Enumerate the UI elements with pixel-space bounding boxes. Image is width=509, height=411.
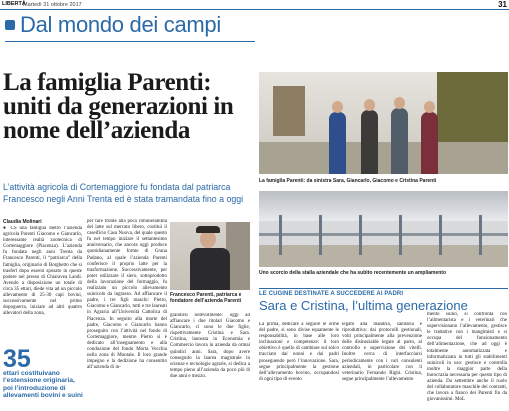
headline: La famiglia Parenti: uniti da generazioni in nome dell’azienda	[3, 69, 234, 144]
portrait-photo	[170, 222, 250, 290]
article-column-1: ● CS una famiglia dietro l’azienda agricola Parenti Giacomo e Giancarlo, interessante realtà zootecnica di Cortemaggiore (Piacenza). L’azienda fu fondata negli anni Trenta da Francesco Parenti, il “patriarca” della famiglia, originario di Borghetto che si trasferì dopo essersi sposato in queste podere nel presso di Chiaravea Landi. Avendo a disposizione un totale di circa 35 ettari, diede vita ad un piccolo allevamento di 25-30 capi bovini, successivamente nel primo dopoguerra, iniziare ad altri quattro allevatori della zona,	[3, 226, 82, 317]
sidebar-kicker: LE CUGINE DESTINATE A SUCCEDERE AI PADRI	[259, 291, 404, 297]
family-photo	[259, 72, 508, 174]
barn-photo-caption: Uno scorcio della stalla aziendale che ha subito recentemente un ampliamento	[259, 270, 446, 276]
stat-number: 35	[3, 345, 31, 373]
section-header	[5, 13, 221, 37]
newspaper-name: LIBERTÀ	[2, 1, 26, 7]
barn-photo	[259, 191, 508, 267]
family-photo-caption: La famiglia Parenti: da sinistra Sara, Giancarlo, Giacomo e Cristina Parenti	[259, 178, 437, 184]
issue-date: Martedì 31 ottobre 2017	[23, 1, 82, 8]
top-bar	[0, 0, 509, 10]
byline: Claudia Molinari	[3, 219, 42, 225]
sidebar-column-2: legato alla mandria, sanitaria e riproduttiva: dai protocolli gestionali, volti principalmente alla prevenzione delle disinezialde legate al parto, al controllo e supervisione dei vitelli. Inoltre cerca di interfacciarsi periodicamente con i vari consulenti aziendali, in particolare con il veterinario Fernando Righi. Cristina, segue principalmente l’allevamento	[342, 322, 422, 382]
portrait-caption: Francesco Parenti, patriarca e fondatore dell’azienda Parenti	[170, 292, 242, 304]
section-marker-icon	[5, 20, 15, 30]
article-column-2: per fare fronte alla poca rimunerabilità del latte sul mercato libero, costituì il caseificio Casa Nuova, del quale questo fu nel tempo iniziare il settantesimo anniversario, che ancora oggi produce quotidianamente forme di Grana Padano, al quale l’azienda Parenti conferisce il proprio latte per la trasformazione. Successivamente, per poter utilizzare il siero, sottoprodotto della lavorazione del formaggio, fu realizzato un piccolo allevamento suinicolo da ingrasso. Ad affiancare il padre, i tre figli maschi: Pietro, Giacomo e Giancarlo, tutti e tre laureati in Agraria all’Università Cattolica di Piacenza. In seguito alla morte del padre, Giacomo e Giancarlo hanno proseguito con l’attività nel fondo di Cortemaggiore, mentre Pietro si è dedicato all’insegnamento e alla conduzione del fondo Morta Vecchia nella zona di Montale. Il loro grande impegno e la dedizione ha consentito all’azienda di in-	[87, 219, 167, 371]
subtitle: L’attività agricola di Cortemaggiore fu fondata dal patriarca Francesco negli Anni Trenta ed è stata tramandata fino a oggi	[3, 182, 244, 204]
page-number: 31	[498, 0, 507, 9]
sidebar-divider	[259, 288, 508, 289]
section-divider	[5, 41, 255, 42]
sidebar-title: Sara e Cristina, l’ultima generazione	[259, 298, 468, 313]
sidebar-column-3: mento suino, si confronta con l’alimentarista e i veterinari che supervisionano l’allevamento, gestisce le trattative con i mangimisti e si occupa del funzionamento dell’alimentazione, che ad oggi è totalmente automatizzata e informatizzata in tutti gli stabilimenti suinicoli in uso: gestisce e controlla inoltre la maggior parte della burocrazia necessaria per questo tipo di azienda. Da settembre anche il ruolo del collaboratore maschile dei contratti, che lavora a fianco dei Parenti fin da giovanissimi. MoL	[427, 312, 507, 403]
section-title: Dal mondo dei campi	[20, 12, 221, 37]
article-column-3: grandirsi notevolmente: oggi ad affiancare i due titolari Giacomo e Giancarlo, ci sono le due figlie, rispettivamente Cristina e Sara. Cristina, laureata in Economia e Commercio lavora in azienda da ormai quindici anni. Sara, dopo avere conseguito la laurea magistrale in scienze e tecnologie agrarie, si dedica a tempo pieno all’azienda da poco più di due anni e mezzo.	[170, 313, 250, 379]
stat-text: ettari costituivano l’estensione originaria, poi l’introduzione di allevamenti bovini e suini	[3, 370, 83, 399]
sidebar-column-1: La prima, dedicare a seguire le orme del padre, si sono divise equamente le responsabilità, in base alle loro inclinazioni e competenze: il loro obiettivo è quello di cambiare sul solco tracciato dai nonni e dai padri proseguendo però l’innovazione. Sara, segue principalmente la gestione dell’allevamento bovino, occupandosi di ogni tipo di evento	[259, 322, 339, 382]
